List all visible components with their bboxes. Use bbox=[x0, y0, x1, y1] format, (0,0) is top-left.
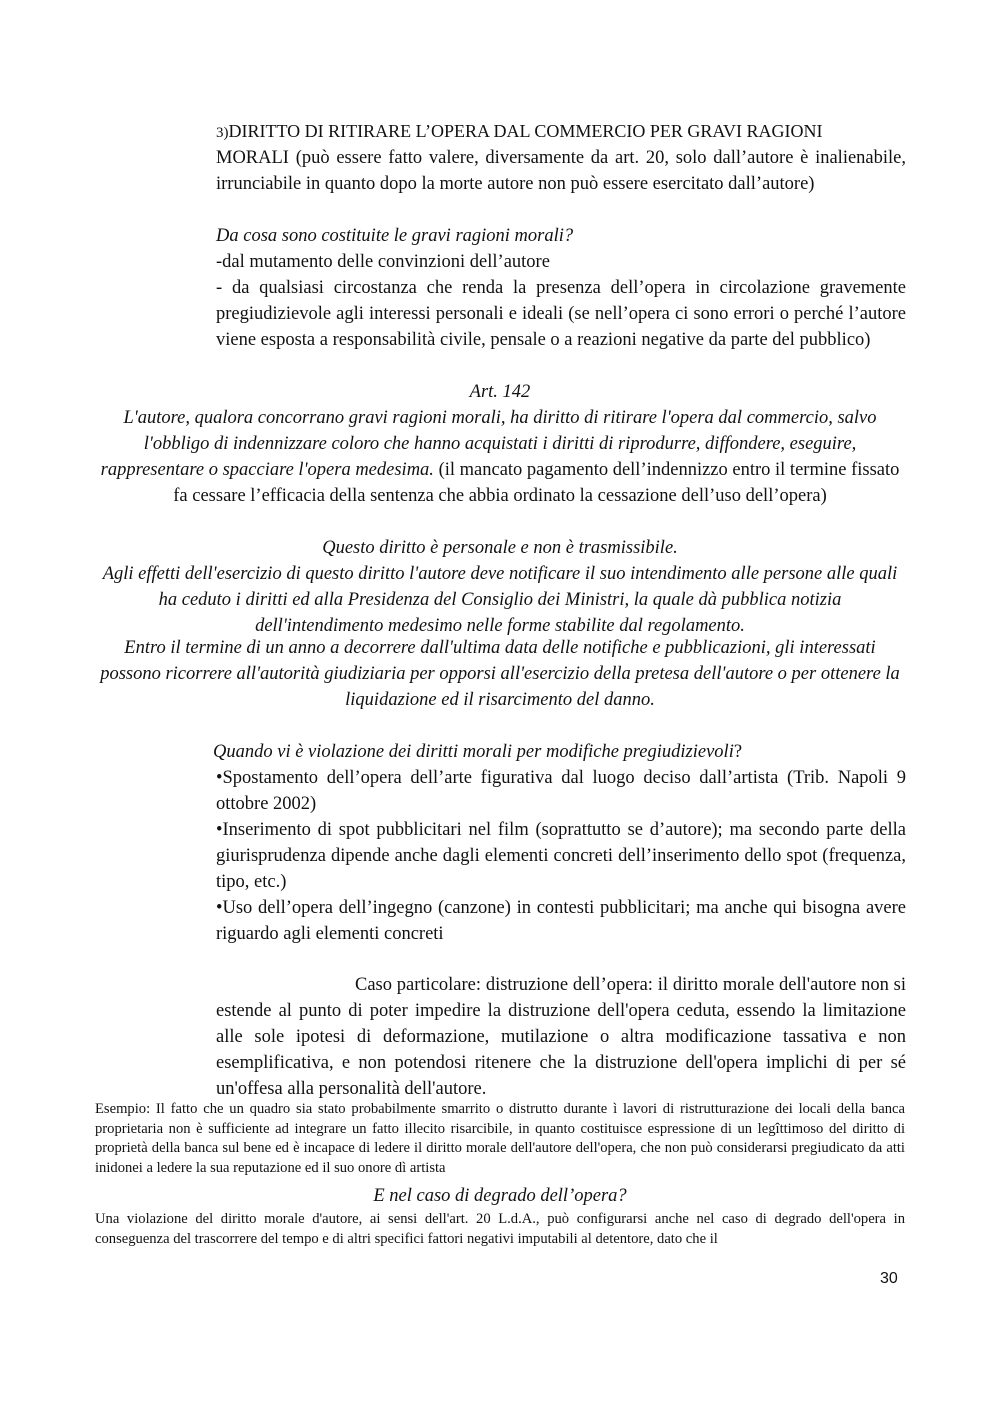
article-paragraph-4: Entro il termine di un anno a decorrere dall'ultima data delle notifiche e pubblicazioni, gli interessati possono ricorrere all'autorità giudiziaria per opporsi all'esercizio della pretesa dell'autore o per ottenere la liquidazione ed il risarcimento del danno. bbox=[100, 638, 900, 710]
section-number: 3) bbox=[216, 125, 229, 141]
article-paragraph-2: Questo diritto è personale e non è trasmissibile. bbox=[322, 538, 678, 558]
paragraph-esempio: Esempio: Il fatto che un quadro sia stato probabilmente smarrito o distrutto durante ì lavori di ristrutturazione dei locali della banca proprietaria non è sufficiente ad integrare un fatto illecito risarcibile, in quanto costituisce espressione di un legîttimoso del diritto di proprietà della banca sul bene ed è incapace di ledere il diritto morale dell'autore dell'opera, che non può considerarsi pregiudicato da atti inidonei a ledere la sua reputazione ed il suo onore dì artista bbox=[95, 1101, 905, 1176]
paragraph-degrado: Una violazione del diritto morale d'autore, ai sensi dell'art. 20 L.d.A., può configurarsi anche nel caso di degrado dell'opera in conseguenza del trascorrere del tempo e di altri specifici fattori negativi imputabili al detentore, dato che il bbox=[95, 1211, 905, 1247]
list-item-spostamento: •Spostamento dell’opera dell’arte figurativa dal luogo deciso dall’artista (Trib. Napoli 9 ottobre 2002) bbox=[216, 768, 906, 814]
bullet-circostanza: - da qualsiasi circostanza che renda la presenza dell’opera in circolazione gravemente pregiudizievole agli interessi personali e ideali (se nell’opera ci sono errori o perché l’autore viene esposta a responsabilità civile, pensale o a reazioni negative da parte del pubblico) bbox=[216, 278, 906, 350]
page-number: 30 bbox=[880, 1270, 898, 1287]
question-degrado: E nel caso di degrado dell’opera? bbox=[373, 1186, 627, 1206]
list-item-uso: •Uso dell’opera dell’ingegno (canzone) in contesti pubblicitari; ma anche qui bisogna avere riguardo agli elementi concreti bbox=[216, 898, 906, 944]
article-paragraph-3: Agli effetti dell'esercizio di questo diritto l'autore deve notificare il suo intendimento alle persone alle quali ha ceduto i diritti ed alla Presidenza del Consiglio dei Ministri, la quale dà pubblica notizia dell'intendimento medesimo nelle forme stabilite dal regolamento. bbox=[102, 564, 898, 636]
section-title: DIRITTO DI RITIRARE L’OPERA DAL COMMERCIO PER GRAVI RAGIONI bbox=[228, 121, 823, 141]
paragraph-caso-particolare: Caso particolare: distruzione dell’opera: il diritto morale dell'autore non si estende al punto di poter impedire la distruzione dell'opera ceduta, essendo la limitazione alle sole ipotesi di deformazione, mutilazione o altra modificazione tassativa e non esemplificativa, e non potendosi ritenere che la distruzione dell'opera implichi di per sé un'offesa alla personalità dell'autore. bbox=[216, 975, 906, 1099]
article-note: (il mancato pagamento dell’indennizzo entro il termine fissato fa cessare l’efficacia della sentenza che abbia ordinato la cessazione dell’uso dell’opera) bbox=[173, 460, 900, 506]
question-gravi-ragioni: Da cosa sono costituite le gravi ragioni morali? bbox=[216, 226, 574, 246]
bullet-mutamento: -dal mutamento delle convinzioni dell’autore bbox=[216, 252, 550, 272]
paragraph-morali: MORALI (può essere fatto valere, diversamente da art. 20, solo dall’autore è inalienabile, irrunciabile in quanto dopo la morte autore non può essere esercitato dall’autore) bbox=[216, 148, 906, 194]
section-heading bbox=[216, 118, 906, 146]
article-title: Art. 142 bbox=[469, 382, 531, 402]
article-paragraph-1 bbox=[95, 405, 905, 509]
list-item-spot: •Inserimento di spot pubblicitari nel film (soprattutto se d’autore); ma secondo parte della giurisprudenza dipende anche dagli elementi concreti dell’inserimento dello spot (frequenza, tipo, etc.) bbox=[216, 820, 906, 892]
article-text-italic: L'autore, qualora concorrano gravi ragioni morali, ha diritto di ritirare l'opera dal commercio, salvo l'obbligo di indennizzare coloro che hanno acquistati i diritti di riprodurre, diffondere, eseguire, rappresentare o spacciare l'opera medesima. bbox=[100, 408, 877, 480]
question-violazione: Quando vi è violazione dei diritti morali per modifiche pregiudizievoli? bbox=[213, 742, 743, 762]
